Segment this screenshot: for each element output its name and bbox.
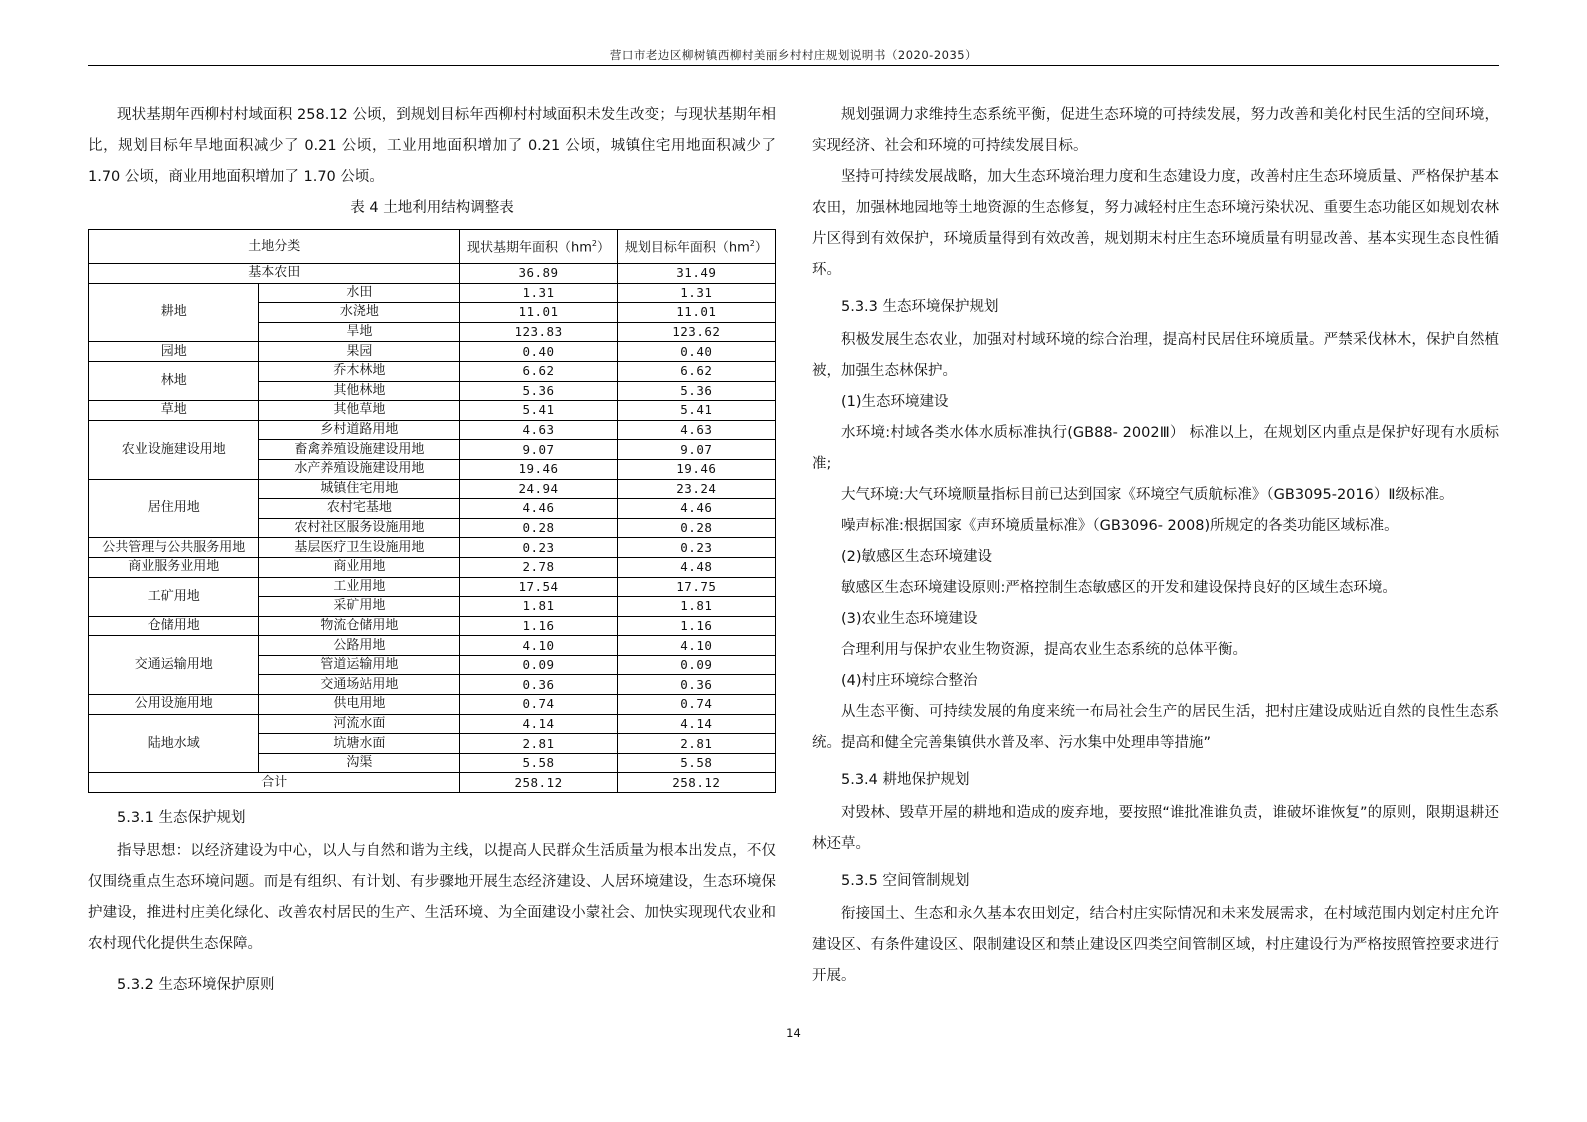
cell-current-area: 5.36 <box>460 381 617 401</box>
table-row <box>89 695 776 715</box>
table-row <box>89 361 776 381</box>
subheading-sensitive-area: (2)敏感区生态环境建设 <box>841 549 993 565</box>
cell-subcategory: 其他林地 <box>259 381 460 401</box>
table-row <box>89 714 776 734</box>
cell-current-area: 17.54 <box>460 577 617 597</box>
page-header: 营口市老边区柳树镇西柳村美丽乡村村庄规划说明书（2020-2035） <box>609 48 978 62</box>
cell-target-area: 0.74 <box>617 695 775 715</box>
cell-current-area: 4.63 <box>460 420 617 440</box>
paragraph-village-env: 从生态平衡、可持续发展的角度来统一布局社会生产的居民生活，把村庄建设成贴近自然的良性生态系统。提高和健全完善集镇供水普及率、污水集中处理串等措施” <box>812 704 1499 751</box>
cell-target-area: 5.41 <box>617 401 775 421</box>
heading-5-3-2: 5.3.2 生态环境保护原则 <box>117 977 275 994</box>
cell-target-area: 1.16 <box>617 616 775 636</box>
cell-subcategory: 其他草地 <box>259 401 460 421</box>
cell-target-area: 4.10 <box>617 636 775 656</box>
cell-target-area: 5.36 <box>617 381 775 401</box>
cell-target-area: 5.58 <box>617 753 775 773</box>
cell-current-area: 19.46 <box>460 459 617 479</box>
cell-current-area: 5.58 <box>460 753 617 773</box>
cell-subcategory: 乡村道路用地 <box>259 420 460 440</box>
cell-current-area: 0.23 <box>460 538 617 558</box>
cell-category: 园地 <box>89 342 259 362</box>
paragraph-guiding-ideology: 指导思想：以经济建设为中心，以人与自然和谐为主线，以提高人民群众生活质量为根本出发点，不仅仅围绕重点生态环境问题。而是有组织、有计划、有步骤地开展生态经济建设、人居环境建设，生态环境保护建设，推进村庄美化绿化、改善农村居民的生产、生活环境、为全面建设小蒙社会、加快实现现代农业和农村现代化提供生态保障。 <box>88 843 776 953</box>
cell-category: 合计 <box>89 773 460 793</box>
table-row <box>89 773 776 793</box>
cell-target-area: 0.09 <box>617 655 775 675</box>
left-column <box>88 100 776 1003</box>
paragraph-noise-std: 噪声标准:根据国家《声环境质量标准》（GB3096- 2008)所规定的各类功能区域标准。 <box>841 518 1399 534</box>
page-number: 14 <box>786 1026 801 1040</box>
table-row <box>89 283 776 303</box>
cell-current-area: 4.10 <box>460 636 617 656</box>
cell-target-area: 23.24 <box>617 479 775 499</box>
cell-target-area: 4.48 <box>617 557 775 577</box>
cell-target-area: 0.40 <box>617 342 775 362</box>
paragraph-agri-env: 合理利用与保护农业生物资源，提高农业生态系统的总体平衡。 <box>841 642 1247 658</box>
table-header-row <box>89 230 776 264</box>
subheading-village-env: (4)村庄环境综合整治 <box>841 673 978 689</box>
paragraph-balance: 规划强调力求维持生态系统平衡，促进生态环境的可持续发展，努力改善和美化村民生活的空间环境，实现经济、社会和环境的可持续发展目标。 <box>812 107 1499 154</box>
header-target-unit-sup: 2 <box>749 239 755 249</box>
table-caption: 表 4 土地利用结构调整表 <box>350 200 514 216</box>
cell-subcategory: 基层医疗卫生设施用地 <box>259 538 460 558</box>
cell-subcategory: 交通场站用地 <box>259 675 460 695</box>
cell-subcategory: 工业用地 <box>259 577 460 597</box>
table-row <box>89 557 776 577</box>
cell-current-area: 9.07 <box>460 440 617 460</box>
cell-subcategory: 农村宅基地 <box>259 499 460 519</box>
cell-current-area: 1.31 <box>460 283 617 303</box>
cell-target-area: 11.01 <box>617 303 775 323</box>
table-row <box>89 577 776 597</box>
cell-current-area: 1.81 <box>460 597 617 617</box>
cell-subcategory: 水浇地 <box>259 303 460 323</box>
header-target-close: ） <box>754 240 768 256</box>
cell-subcategory: 供电用地 <box>259 695 460 715</box>
cell-category: 耕地 <box>89 283 259 342</box>
paragraph-spatial-control: 衔接国土、生态和永久基本农田划定，结合村庄实际情况和未来发展需求，在村域范围内划定村庄允许建设区、有条件建设区、限制建设区和禁止建设区四类空间管制区域，村庄建设行为严格按照管控要求进行开展。 <box>812 906 1499 984</box>
cell-target-area: 258.12 <box>617 773 775 793</box>
cell-subcategory: 沟渠 <box>259 753 460 773</box>
cell-current-area: 258.12 <box>460 773 617 793</box>
heading-5-3-4: 5.3.4 耕地保护规划 <box>841 772 970 788</box>
paragraph-water-env: 水环境:村域各类水体水质标准执行(GB88- 2002Ⅲ） 标准以上，在规划区内重点是保护好现有水质标准; <box>812 425 1499 472</box>
cell-target-area: 2.81 <box>617 734 775 754</box>
cell-current-area: 0.28 <box>460 518 617 538</box>
cell-target-area: 0.28 <box>617 518 775 538</box>
cell-category: 公用设施用地 <box>89 695 259 715</box>
cell-category: 工矿用地 <box>89 577 259 616</box>
cell-target-area: 4.46 <box>617 499 775 519</box>
table-row <box>89 420 776 440</box>
cell-subcategory: 河流水面 <box>259 714 460 734</box>
cell-target-area: 1.81 <box>617 597 775 617</box>
heading-5-3-5: 5.3.5 空间管制规划 <box>841 873 970 889</box>
land-use-table <box>88 229 776 793</box>
cell-target-area: 0.23 <box>617 538 775 558</box>
paragraph-farmland: 对毁林、毁草开屋的耕地和造成的废弃地，要按照“谁批准谁负责，谁破坏谁恢复”的原则，限期退耕还林还草。 <box>812 805 1499 852</box>
cell-current-area: 2.81 <box>460 734 617 754</box>
header-current-unit-sup: 2 <box>591 239 598 249</box>
header-current-label: 现状基期年面积（hm <box>467 240 592 256</box>
table-row <box>89 401 776 421</box>
table-row <box>89 636 776 656</box>
cell-target-area: 19.46 <box>617 459 775 479</box>
cell-current-area: 0.74 <box>460 695 617 715</box>
paragraph-area-summary: 现状基期年西柳村村域面积 258.12 公顷，到规划目标年西柳村村域面积未发生改变；与现状基期年相比，规划目标年旱地面积减少了 0.21 公顷，工业用地面积增加了 0.21 公顷，城镇住宅用地面积减少了 1.70 公顷，商业用地面积增加了 1.70 公顷。 <box>88 107 776 185</box>
cell-current-area: 5.41 <box>460 401 617 421</box>
cell-current-area: 0.09 <box>460 655 617 675</box>
paragraph-sustainable: 坚持可持续发展战略，加大生态环境治理力度和生态建设力度，改善村庄生态环境质量、严格保护基本农田，加强林地园地等土地资源的生态修复，努力减轻村庄生态环境污染状况、重要生态功能区如规划农林片区得到有效保护，环境质量得到有效改善，规划期末村庄生态环境质量有明显改善、基本实现生态良性循环。 <box>812 169 1499 278</box>
paragraph-air-env: 大气环境:大气环境顺量指标目前已达到国家《环境空气质航标准》（GB3095-2016）Ⅱ级标准。 <box>841 487 1454 503</box>
cell-subcategory: 坑塘水面 <box>259 734 460 754</box>
table-row <box>89 264 776 284</box>
table-row <box>89 342 776 362</box>
table-body <box>89 264 776 793</box>
cell-category: 陆地水域 <box>89 714 259 773</box>
cell-subcategory: 畜禽养殖设施建设用地 <box>259 440 460 460</box>
table-row <box>89 538 776 558</box>
cell-subcategory: 农村社区服务设施用地 <box>259 518 460 538</box>
cell-subcategory: 乔木林地 <box>259 361 460 381</box>
cell-current-area: 36.89 <box>460 264 617 284</box>
cell-category: 草地 <box>89 401 259 421</box>
cell-current-area: 0.36 <box>460 675 617 695</box>
cell-subcategory: 水田 <box>259 283 460 303</box>
cell-current-area: 24.94 <box>460 479 617 499</box>
cell-target-area: 9.07 <box>617 440 775 460</box>
cell-target-area: 0.36 <box>617 675 775 695</box>
cell-category: 公共管理与公共服务用地 <box>89 538 259 558</box>
cell-current-area: 1.16 <box>460 616 617 636</box>
cell-current-area: 4.46 <box>460 499 617 519</box>
cell-current-area: 2.78 <box>460 557 617 577</box>
cell-category: 居住用地 <box>89 479 259 538</box>
paragraph-eco-agriculture: 积极发展生态农业，加强对村域环境的综合治理，提高村民居住环境质量。严禁采伐林木，保护自然植被，加强生态林保护。 <box>812 332 1499 379</box>
header-category: 土地分类 <box>89 230 460 264</box>
header-target <box>617 230 775 264</box>
heading-5-3-1: 5.3.1 生态保护规划 <box>117 810 246 827</box>
cell-category: 交通运输用地 <box>89 636 259 695</box>
cell-subcategory: 水产养殖设施建设用地 <box>259 459 460 479</box>
heading-5-3-3: 5.3.3 生态环境保护规划 <box>841 299 999 315</box>
cell-target-area: 6.62 <box>617 361 775 381</box>
cell-category: 农业设施建设用地 <box>89 420 259 479</box>
table-row <box>89 616 776 636</box>
table-row <box>89 479 776 499</box>
header-current <box>460 230 617 264</box>
header-target-label: 规划目标年面积（hm <box>624 240 750 256</box>
cell-current-area: 123.83 <box>460 322 617 342</box>
cell-target-area: 123.62 <box>617 322 775 342</box>
cell-subcategory: 城镇住宅用地 <box>259 479 460 499</box>
cell-target-area: 31.49 <box>617 264 775 284</box>
cell-target-area: 17.75 <box>617 577 775 597</box>
cell-subcategory: 旱地 <box>259 322 460 342</box>
cell-category: 林地 <box>89 361 259 400</box>
cell-subcategory: 果园 <box>259 342 460 362</box>
cell-current-area: 6.62 <box>460 361 617 381</box>
cell-target-area: 1.31 <box>617 283 775 303</box>
cell-current-area: 11.01 <box>460 303 617 323</box>
cell-category: 仓储用地 <box>89 616 259 636</box>
cell-subcategory: 公路用地 <box>259 636 460 656</box>
cell-category: 基本农田 <box>89 264 460 284</box>
cell-subcategory: 物流仓储用地 <box>259 616 460 636</box>
right-column <box>812 100 1499 992</box>
cell-current-area: 4.14 <box>460 714 617 734</box>
subheading-eco-construction: (1)生态环境建设 <box>841 394 949 410</box>
cell-subcategory: 采矿用地 <box>259 597 460 617</box>
cell-subcategory: 管道运输用地 <box>259 655 460 675</box>
cell-subcategory: 商业用地 <box>259 557 460 577</box>
header-current-close: ） <box>597 240 611 256</box>
header-rule <box>88 65 1499 66</box>
cell-target-area: 4.14 <box>617 714 775 734</box>
paragraph-sensitive-area: 敏感区生态环境建设原则:严格控制生态敏感区的开发和建设保持良好的区域生态环境。 <box>841 580 1397 596</box>
cell-category: 商业服务业用地 <box>89 557 259 577</box>
cell-current-area: 0.40 <box>460 342 617 362</box>
subheading-agri-env: (3)农业生态环境建设 <box>841 611 978 627</box>
cell-target-area: 4.63 <box>617 420 775 440</box>
